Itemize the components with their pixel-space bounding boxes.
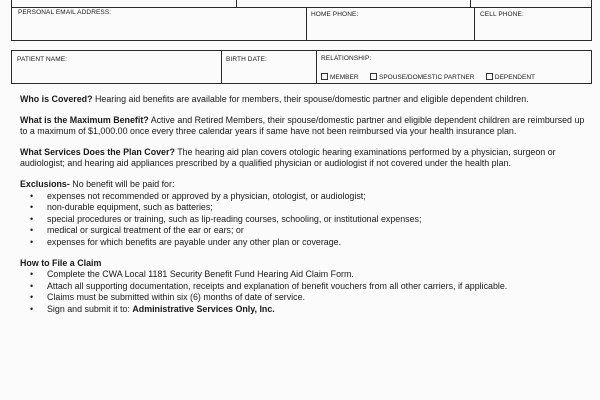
exclusions-heading: Exclusions- bbox=[20, 178, 70, 189]
relationship-option-spouse[interactable]: SPOUSE/DOMESTIC PARTNER bbox=[370, 74, 474, 81]
relationship-option-dependent[interactable]: DEPENDENT bbox=[486, 74, 535, 81]
contact-info-box bbox=[11, 0, 592, 41]
relationship-label: RELATIONSHIP: bbox=[321, 55, 372, 62]
services-heading: What Services Does the Plan Cover? bbox=[20, 146, 175, 157]
who-covered-heading: Who is Covered? bbox=[20, 94, 93, 104]
file-claim-heading: How to File a Claim bbox=[20, 257, 102, 268]
list-item: • Attach all supporting documentation, receipts and explanation of benefit vouchers from all other carriers, if applicable. bbox=[47, 281, 592, 293]
patient-name-label: PATIENT NAME: bbox=[17, 56, 68, 63]
list-item: • special procedures or training, such as lip-reading courses, schooling, or institutional expenses; bbox=[47, 214, 592, 226]
list-item: • Claims must be submitted within six (6) months of date of service. bbox=[47, 292, 592, 304]
birth-date-label: BIRTH DATE: bbox=[226, 56, 267, 63]
claim-steps-list bbox=[20, 269, 592, 315]
exclusions-intro: No benefit will be paid for: bbox=[72, 178, 175, 189]
exclusions-section bbox=[20, 179, 592, 249]
personal-email-label: PERSONAL EMAIL ADDRESS: bbox=[18, 9, 112, 16]
top-cell-divider-2 bbox=[12, 0, 471, 7]
who-covered-text: Hearing aid benefits are available for members, their spouse/domestic partner and eligible dependent children. bbox=[94, 94, 529, 104]
home-phone-label: HOME PHONE: bbox=[311, 11, 359, 18]
exclusions-intro-line bbox=[20, 179, 592, 191]
list-item bbox=[47, 304, 592, 316]
relationship-options bbox=[321, 66, 542, 84]
patient-info-box bbox=[11, 50, 592, 84]
list-item: • expenses for which benefits are payable under any other plan or coverage. bbox=[47, 237, 592, 249]
max-benefit-heading: What is the Maximum Benefit? bbox=[20, 114, 149, 125]
claim-submit-recipient: Administrative Services Only, Inc. bbox=[132, 303, 275, 314]
benefit-description bbox=[20, 94, 592, 316]
max-benefit-paragraph bbox=[20, 115, 592, 138]
who-covered-paragraph bbox=[20, 94, 592, 106]
exclusions-list bbox=[20, 191, 592, 249]
services-paragraph bbox=[20, 147, 592, 170]
cell-phone-label: CELL PHONE: bbox=[480, 11, 524, 18]
checkbox-icon[interactable] bbox=[486, 73, 493, 80]
claim-submit-prefix: Sign and submit it to: bbox=[47, 303, 130, 314]
relationship-option-member[interactable]: MEMBER bbox=[321, 74, 359, 81]
list-item: • Complete the CWA Local 1181 Security Benefit Fund Hearing Aid Claim Form. bbox=[47, 269, 592, 281]
max-benefit-text: Active and Retired Members, their spouse/domestic partner and eligible dependent children are reimbursed up to a maximum of $1,000.00 once every three calendar years if same have not been reimbursed via your health insurance plan. bbox=[20, 114, 585, 137]
checkbox-icon[interactable] bbox=[370, 73, 377, 80]
list-item: • non-durable equipment, such as batteries; bbox=[47, 202, 592, 214]
file-claim-section bbox=[20, 258, 592, 316]
list-item: • medical or surgical treatment of the ear or ears; or bbox=[47, 225, 592, 237]
checkbox-icon[interactable] bbox=[321, 73, 328, 80]
services-text: The hearing aid plan covers otologic hearing examinations performed by a physician, surgeon or audiologist; and hearing aid appliances prescribed by a qualified physician or audiologist if not covered under the health plan. bbox=[20, 146, 556, 169]
list-item: • expenses not recommended or approved by a physician, otologist, or audiologist; bbox=[47, 191, 592, 203]
